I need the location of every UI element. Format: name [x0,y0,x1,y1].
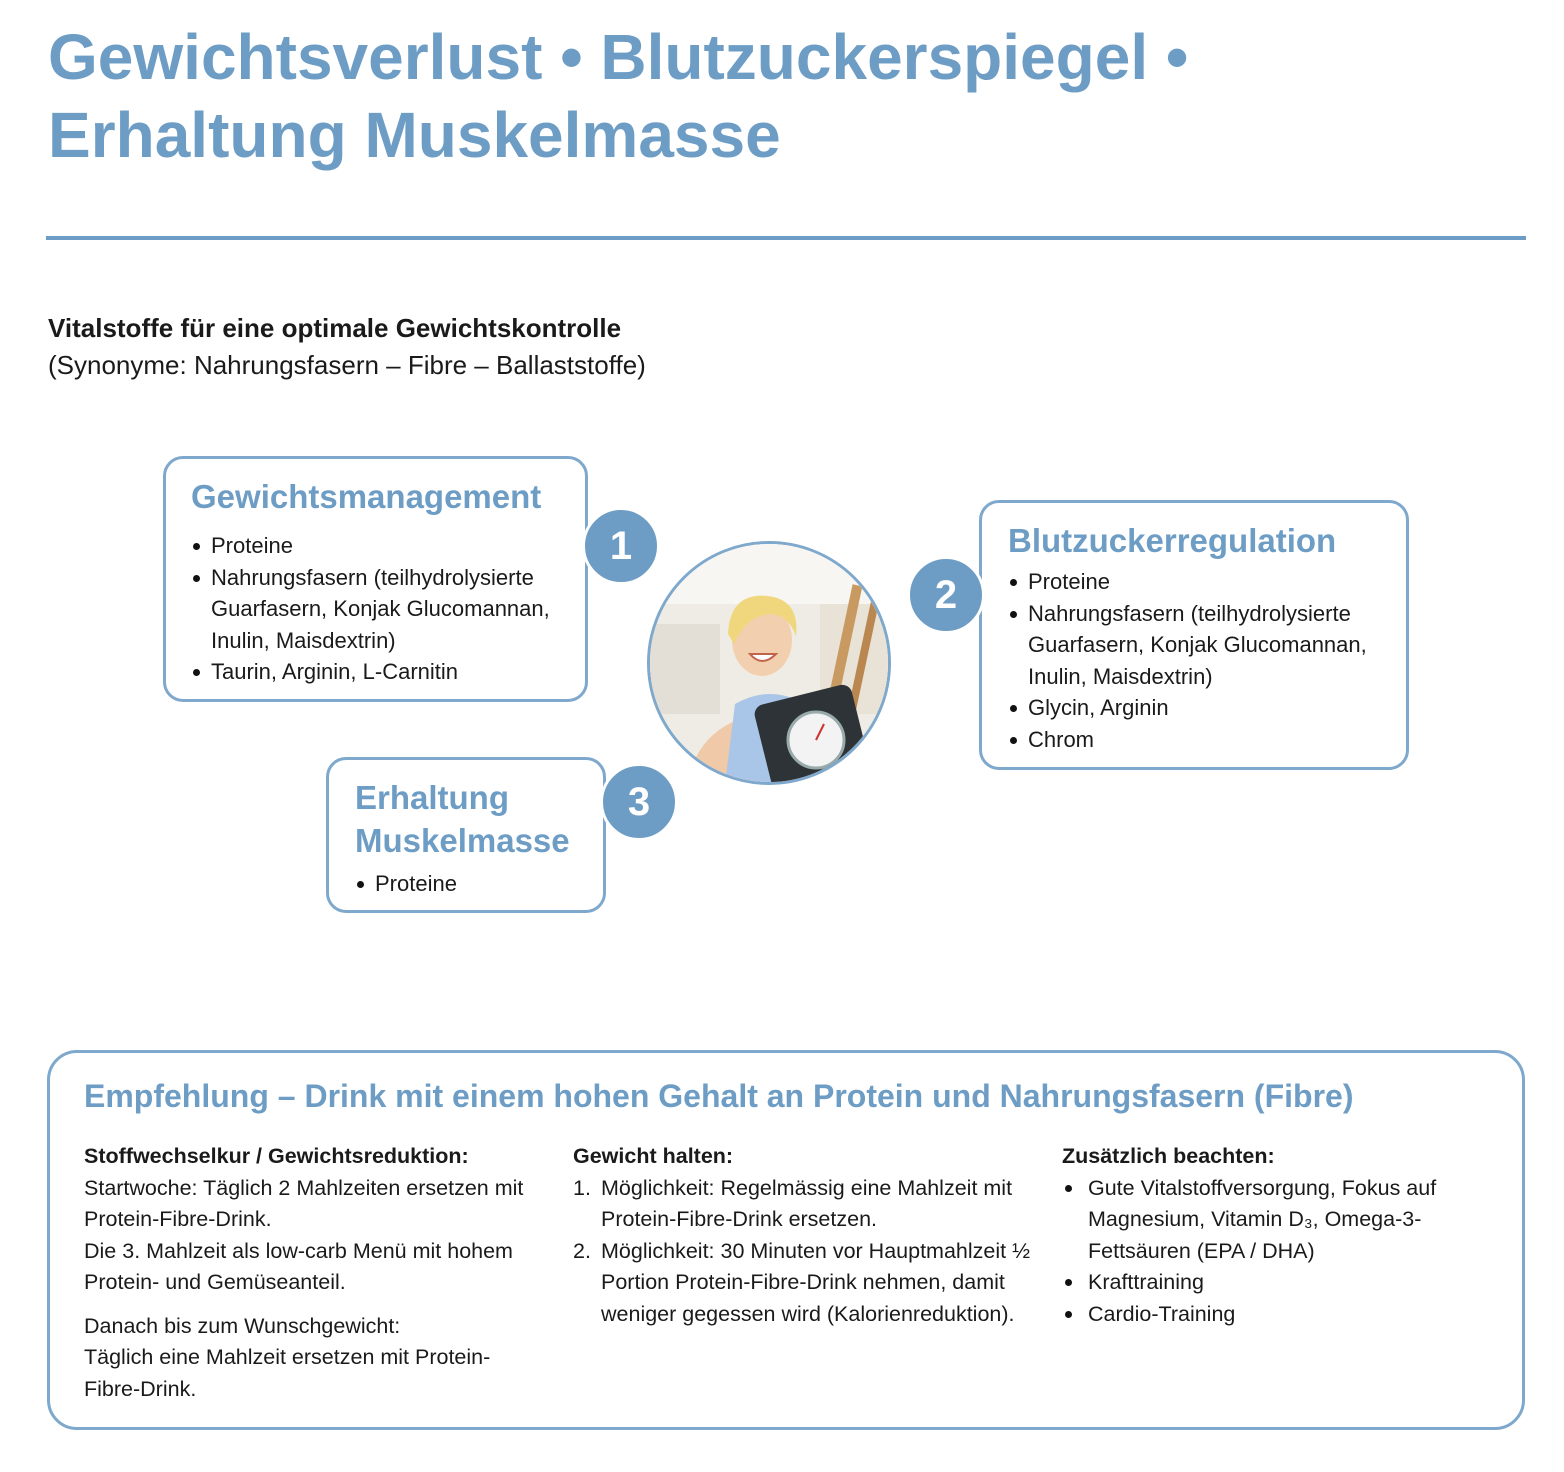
intro-synonyms: (Synonyme: Nahrungsfasern – Fibre – Ballaststoffe) [48,350,646,380]
page-title [48,18,1508,174]
numbered-item [573,1173,1033,1236]
title-divider [46,236,1526,240]
number-badge-1: 1 [582,507,660,585]
list-item: Gute Vitalstoffversorgung, Fokus auf Magnesium, Vitamin D₃, Omega-3-Fettsäuren (EPA / DHA) [1062,1173,1492,1268]
card-title-line-2: Muskelmasse [355,822,570,859]
numbered-item [573,1236,1033,1331]
recommendation-title: Empfehlung – Drink mit einem hohen Gehalt an Protein und Nahrungsfasern (Fibre) [84,1078,1354,1114]
item-text: Möglichkeit: 30 Minuten vor Hauptmahlzeit ½ Portion Protein-Fibre-Drink nehmen, damit weniger gegessen wird (Kalorienreduktion). [601,1238,1031,1326]
list-item: Chrom [1008,724,1386,756]
item-number: 1. [573,1175,591,1200]
intro [48,310,646,384]
item-number: 2. [573,1238,591,1263]
paragraph: Täglich eine Mahlzeit ersetzen mit Protein-Fibre-Drink. [84,1345,491,1401]
card-title: Blutzuckerregulation [1008,522,1337,559]
photo-illustration [650,544,890,784]
list-item: Proteine [191,530,565,562]
column-gewicht-halten [573,1141,1033,1330]
recommendation-box [47,1050,1525,1430]
list-item: Krafttraining [1062,1267,1492,1299]
card-title: Gewichtsmanagement [191,478,542,515]
card-title [355,776,583,862]
card-erhaltung-muskelmasse [326,757,606,913]
list-item: Taurin, Arginin, L-Carnitin [191,656,565,688]
card-title-line-1: Erhaltung [355,779,509,816]
paragraph: Startwoche: Täglich 2 Mahlzeiten ersetzen mit Protein-Fibre-Drink. [84,1175,524,1231]
list-item: Proteine [1008,566,1386,598]
number-badge-2: 2 [907,556,985,634]
title-line-2: Erhaltung Muskelmasse [48,99,781,171]
item-text: Möglichkeit: Regelmässig eine Mahlzeit mit Protein-Fibre-Drink ersetzen. [601,1175,1013,1231]
column-heading: Gewicht halten: [573,1144,734,1168]
column-heading: Zusätzlich beachten: [1062,1144,1275,1168]
card-blutzuckerregulation [979,500,1409,770]
column-stoffwechselkur [84,1141,544,1405]
number-badge-3: 3 [600,763,678,841]
title-line-1: Gewichtsverlust • Blutzuckerspiegel • [48,21,1189,93]
list-item: Nahrungsfasern (teilhydrolysierte Guarfasern, Konjak Glucomannan, Inulin, Maisdextrin) [191,562,565,657]
intro-heading: Vitalstoffe für eine optimale Gewichtskontrolle [48,313,622,343]
list-item: Proteine [355,868,583,900]
paragraph: Danach bis zum Wunschgewicht: [84,1313,401,1338]
column-zusaetzlich [1062,1141,1492,1330]
list-item: Glycin, Arginin [1008,692,1386,724]
paragraph: Die 3. Mahlzeit als low-carb Menü mit hohem Protein- und Gemüseanteil. [84,1238,513,1294]
card-gewichtsmanagement [163,456,588,702]
woman-with-scale-photo [647,541,891,785]
column-heading: Stoffwechselkur / Gewichtsreduktion: [84,1144,469,1168]
list-item: Nahrungsfasern (teilhydrolysierte Guarfasern, Konjak Glucomannan, Inulin, Maisdextrin) [1008,598,1386,693]
list-item: Cardio-Training [1062,1299,1492,1331]
